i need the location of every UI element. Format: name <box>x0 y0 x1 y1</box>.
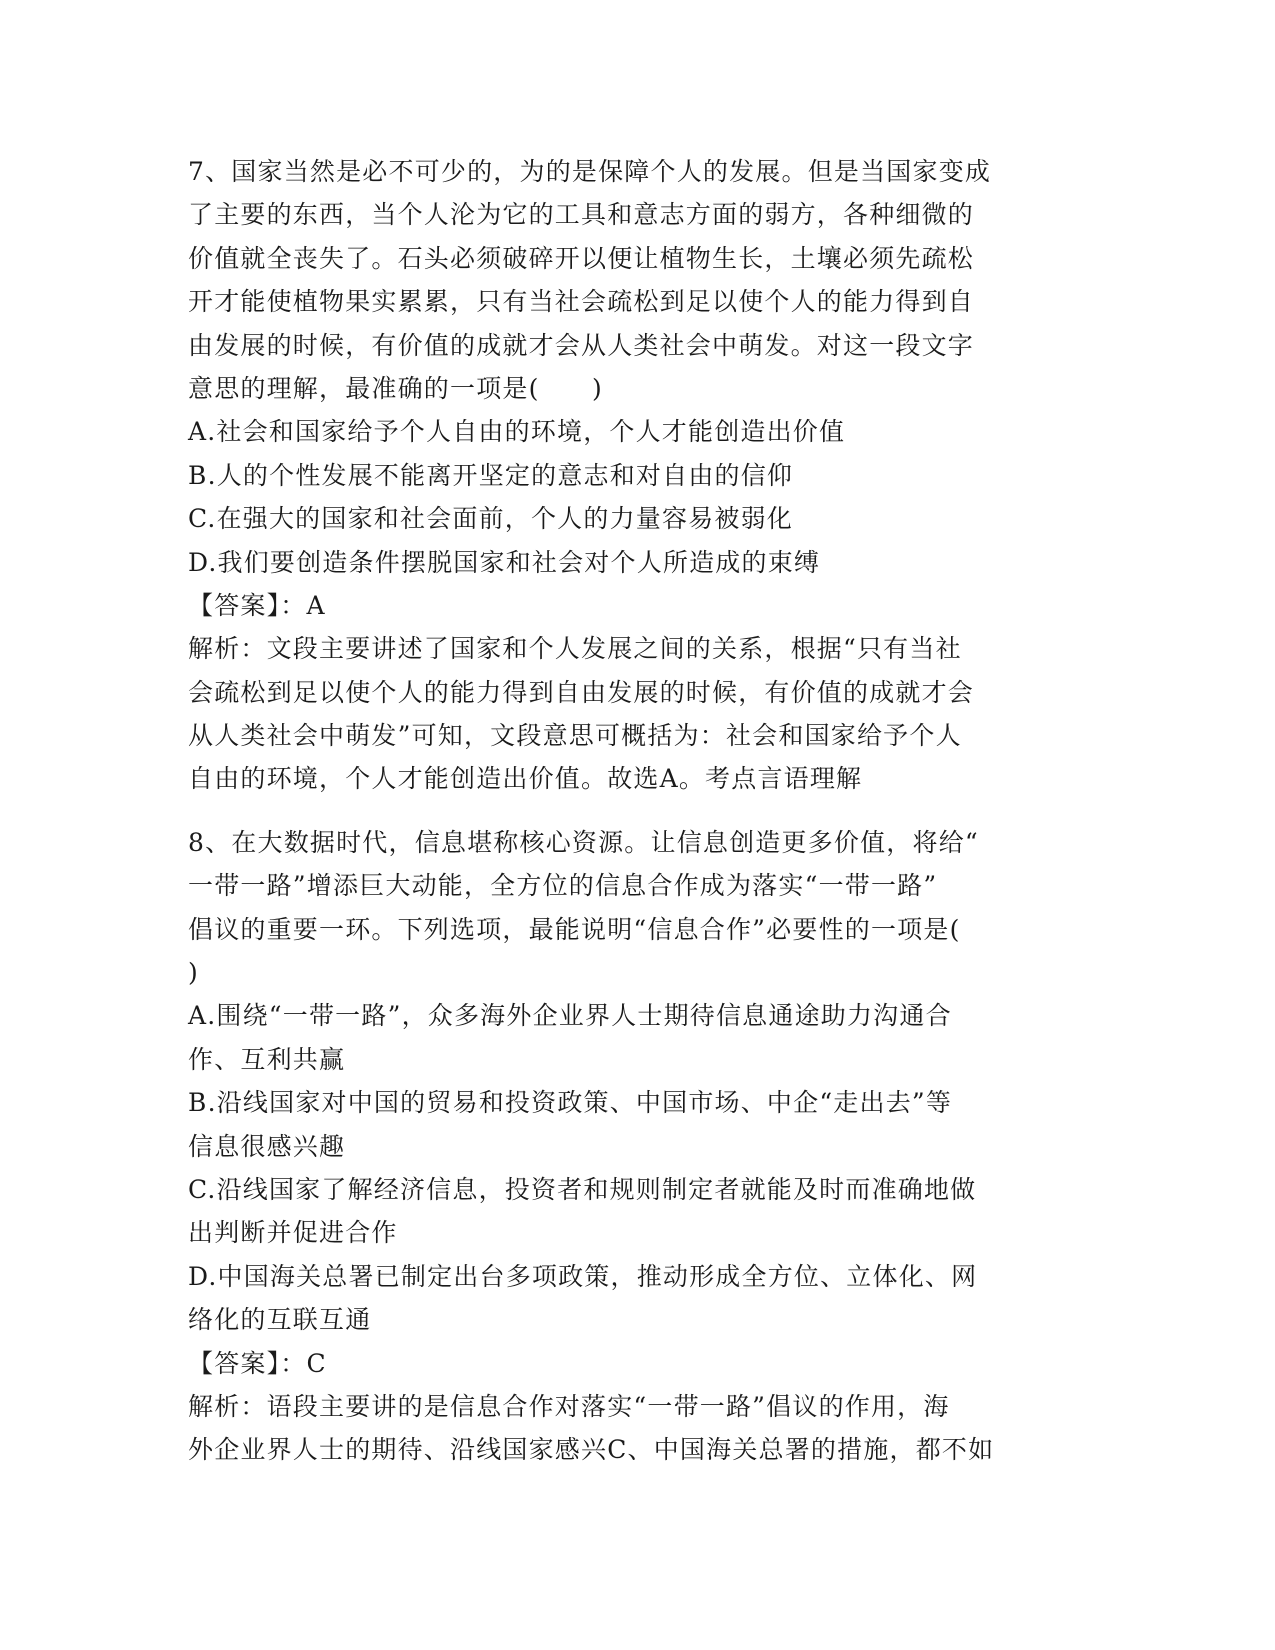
question-7 <box>188 150 1088 801</box>
stem-line: 一带一路”增添巨大动能，全方位的信息合作成为落实“一带一路” <box>188 871 938 901</box>
stem-line: 了主要的东西，当个人沦为它的工具和意志方面的弱方，各种细微的 <box>188 200 975 230</box>
answer-line: 【答案】：C <box>188 1348 327 1378</box>
analysis-line: 自由的环境，个人才能创造出价值。故选A。考点言语理解 <box>188 764 863 794</box>
question-8 <box>188 821 1088 1472</box>
stem-line: 意思的理解，最准确的一项是( ) <box>188 373 603 403</box>
option-d-continued: 络化的互联互通 <box>188 1305 372 1335</box>
question-7-options <box>188 410 1088 584</box>
question-8-options <box>188 994 1088 1341</box>
option-b-continued: 信息很感兴趣 <box>188 1131 346 1161</box>
option-b: B.人的个性发展不能离开坚定的意志和对自由的信仰 <box>188 460 794 490</box>
stem-line: 开才能使植物果实累累，只有当社会疏松到足以使个人的能力得到自 <box>188 287 975 317</box>
stem-line: 8、在大数据时代，信息堪称核心资源。让信息创造更多价值，将给“ <box>188 827 979 857</box>
option-a: A.围绕“一带一路”，众多海外企业界人士期待信息通途助力沟通合 <box>188 1001 952 1031</box>
option-c: C.在强大的国家和社会面前，个人的力量容易被弱化 <box>188 504 793 534</box>
question-7-stem <box>188 150 1088 410</box>
option-a: A.社会和国家给予个人自由的环境，个人才能创造出价值 <box>188 417 846 447</box>
option-b: B.沿线国家对中国的贸易和投资政策、中国市场、中企“走出去”等 <box>188 1088 953 1118</box>
analysis-line: 从人类社会中萌发”可知，文段意思可概括为：社会和国家给予个人 <box>188 721 962 751</box>
analysis-line: 解析：文段主要讲述了国家和个人发展之间的关系，根据“只有当社 <box>188 634 962 664</box>
question-8-analysis <box>188 1385 1088 1472</box>
stem-line: 由发展的时候，有价值的成就才会从人类社会中萌发。对这一段文字 <box>188 330 975 360</box>
option-d: D.中国海关总署已制定出台多项政策，推动形成全方位、立体化、网 <box>188 1261 978 1291</box>
question-8-stem <box>188 821 1088 995</box>
stem-line: ) <box>188 958 199 988</box>
analysis-line: 会疏松到足以使个人的能力得到自由发展的时候，有价值的成就才会 <box>188 677 975 707</box>
analysis-line: 外企业界人士的期待、沿线国家感兴C、中国海关总署的措施，都不如 <box>188 1435 995 1465</box>
stem-line: 倡议的重要一环。下列选项，最能说明“信息合作”必要性的一项是( <box>188 914 961 944</box>
question-spacer <box>188 801 1088 821</box>
answer-line: 【答案】：A <box>188 590 326 620</box>
analysis-line: 解析：语段主要讲的是信息合作对落实“一带一路”倡议的作用，海 <box>188 1391 950 1421</box>
stem-line: 价值就全丧失了。石头必须破碎开以便让植物生长，土壤必须先疏松 <box>188 243 975 273</box>
question-7-analysis <box>188 627 1088 801</box>
option-a-continued: 作、互利共赢 <box>188 1044 346 1074</box>
stem-line: 7、国家当然是必不可少的，为的是保障个人的发展。但是当国家变成 <box>188 157 992 186</box>
option-c: C.沿线国家了解经济信息，投资者和规则制定者就能及时而准确地做 <box>188 1174 977 1204</box>
option-d: D.我们要创造条件摆脱国家和社会对个人所造成的束缚 <box>188 547 821 577</box>
option-c-continued: 出判断并促进合作 <box>188 1218 398 1248</box>
document-content <box>188 150 1088 1472</box>
